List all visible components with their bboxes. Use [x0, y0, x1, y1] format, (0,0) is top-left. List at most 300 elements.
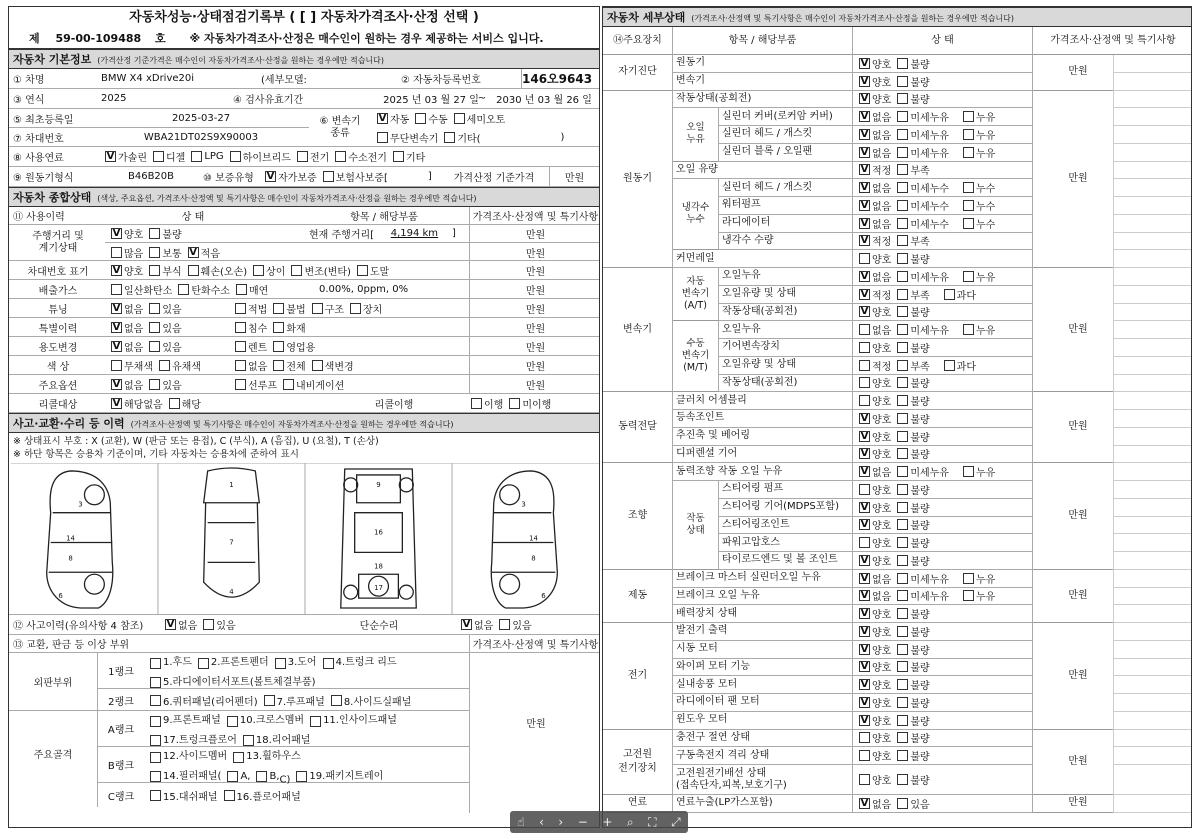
label-9: 9 [376, 480, 381, 489]
cell [319, 280, 469, 298]
detail-note-cell-27 [1113, 534, 1192, 552]
fuel-6-checkbox[interactable] [393, 151, 404, 162]
mileage-bad-option [143, 226, 181, 241]
rank1-item-3-checkbox[interactable] [323, 658, 334, 669]
usage-sub-1-checkbox[interactable] [273, 341, 284, 352]
fit-icon[interactable]: ⛶ [648, 814, 657, 829]
usage-sub-1-label: 영업용 [286, 342, 316, 354]
gauge-many-option [105, 245, 143, 260]
detail-checkbox-3-1[interactable] [897, 111, 908, 122]
detail-checkbox-1-1[interactable] [897, 76, 908, 87]
tuning-1-label: 있음 [162, 304, 182, 316]
tuning-sub-3-label: 장치 [362, 304, 383, 316]
emission-2-checkbox[interactable] [236, 284, 247, 295]
detail-state-0 [853, 55, 1033, 73]
detail-opt-label-8-2: 누수 [975, 201, 996, 213]
vin-mark-4-checkbox[interactable] [291, 265, 302, 276]
usage-sub-0-label: 렌트 [248, 342, 268, 354]
search-icon[interactable]: ⌕ [626, 814, 634, 829]
detail-checkbox-22-1[interactable] [897, 448, 908, 459]
accident-history-label: ⑫ 사고이력(유의사항 4 참조) [13, 621, 144, 632]
detail-checkbox-2-1[interactable] [897, 93, 908, 104]
detail-opt-9-2 [957, 216, 995, 231]
detail-opt-4-2 [957, 127, 995, 142]
usage-1-checkbox[interactable] [149, 341, 160, 352]
detail-checkbox-10-0[interactable]: V [860, 235, 869, 247]
detail-checkbox-11-1[interactable] [897, 253, 908, 264]
detail-checkbox-7-0[interactable]: V [860, 182, 869, 194]
detail-opt-6-0 [853, 162, 891, 177]
detail-checkbox-38-0[interactable] [859, 732, 870, 743]
detail-checkbox-25-1[interactable] [897, 502, 908, 513]
warranty-self-checkbox[interactable]: V [266, 171, 275, 182]
detail-checkbox-29-0[interactable]: V [860, 572, 869, 584]
mileage-close: ] [452, 228, 456, 239]
fuel-label: ⑧ 사용연료 [13, 153, 64, 164]
label-7: 7 [229, 538, 234, 547]
detail-note-cell-28 [1113, 552, 1192, 570]
simple-none-checkbox[interactable]: V [462, 619, 471, 630]
detail-checkbox-34-0[interactable]: V [860, 661, 869, 673]
c-item-1-checkbox[interactable] [224, 790, 235, 801]
vin-mark-2-checkbox[interactable] [188, 265, 199, 276]
detail-checkbox-13-0[interactable]: V [860, 288, 869, 300]
chevron-right-icon[interactable]: › [558, 815, 564, 829]
detail-item-7: 실린더 헤드 / 개스킷 [719, 179, 853, 197]
doc-title: 자동차성능·상태점검기록부 ( [ ] 자동차가격조사·산정 선택 ) [129, 10, 479, 25]
warranty-ins-checkbox[interactable] [323, 171, 334, 182]
detail-checkbox-7-1[interactable] [897, 182, 908, 193]
detail-state-25 [853, 499, 1033, 517]
detail-note-cell-37 [1113, 712, 1192, 730]
accident-none-checkbox[interactable]: V [166, 619, 175, 630]
detail-opt-label-6-1: 부족 [910, 166, 930, 178]
fuel-2-checkbox[interactable] [191, 151, 202, 162]
detail-opt-label-10-1: 부족 [910, 237, 930, 249]
detail-checkbox-35-1[interactable] [897, 679, 908, 690]
detail-checkbox-5-1[interactable] [897, 147, 908, 158]
usage-0-option [105, 339, 143, 354]
detail-checkbox-8-2[interactable] [963, 200, 974, 211]
detail-state-26 [853, 517, 1033, 535]
detail-checkbox-27-1[interactable] [897, 537, 908, 548]
detail-checkbox-17-2[interactable] [944, 360, 955, 371]
detail-checkbox-28-1[interactable] [897, 555, 908, 566]
detail-checkbox-31-0[interactable]: V [860, 608, 869, 620]
detail-checkbox-25-0[interactable]: V [860, 501, 869, 513]
detail-note-cell-22 [1113, 446, 1192, 464]
b-item-1-checkbox[interactable] [233, 752, 244, 763]
left-side-lines [49, 513, 113, 573]
detail-checkbox-40-0[interactable] [859, 774, 870, 785]
right-wheel-rear [500, 574, 520, 594]
gauge-many-label: 많음 [124, 248, 144, 260]
tuning-sub-0-checkbox[interactable] [235, 303, 246, 314]
state-header: 상 태 [181, 212, 205, 223]
detail-opt-1-1 [891, 74, 929, 89]
accident-title: 사고·교환·수리 등 이력 [13, 417, 125, 430]
group-won-8: 만원 [1033, 795, 1192, 813]
detail-opt-label-37-0: 양호 [872, 716, 892, 728]
warranty-close: ] [427, 171, 432, 182]
fuel-opts [99, 147, 599, 166]
cell [383, 89, 479, 108]
mileage-bad-label: 불량 [162, 230, 182, 241]
group-won-0: 만원 [1033, 55, 1192, 91]
fullscreen-icon[interactable]: ⤢ [671, 814, 681, 829]
detail-checkbox-23-0[interactable]: V [860, 466, 869, 478]
a-item-0-checkbox[interactable] [150, 716, 161, 727]
recall-notdone-checkbox[interactable] [509, 398, 520, 409]
year-label: ③ 연식 [13, 95, 45, 106]
rank1-item-3-label: 4.트렁크 리드 [335, 657, 397, 668]
rank2-item-1-label: 7.루프패널 [276, 696, 325, 708]
detail-opt-18-0 [853, 375, 891, 390]
detail-checkbox-4-2[interactable] [963, 129, 974, 140]
detail-opt-label-30-2: 누유 [975, 592, 996, 604]
rank2-item-0-checkbox[interactable] [150, 695, 161, 706]
detail-opt-label-13-2: 과다 [956, 290, 976, 302]
emission-1-checkbox[interactable] [178, 284, 189, 295]
emission-0-checkbox[interactable] [111, 284, 122, 295]
rank2-item-1-checkbox[interactable] [264, 695, 275, 706]
detail-checkbox-9-2[interactable] [963, 218, 974, 229]
detail-checkbox-34-1[interactable] [897, 661, 908, 672]
tuning-1-checkbox[interactable] [149, 303, 160, 314]
detail-checkbox-26-1[interactable] [897, 519, 908, 530]
detail-checkbox-32-0[interactable]: V [860, 625, 869, 637]
detail-checkbox-2-0[interactable]: V [860, 93, 869, 105]
trans-auto-checkbox[interactable]: V [378, 113, 387, 124]
detail-checkbox-36-1[interactable] [897, 697, 908, 708]
detail-opt-3-1 [891, 109, 949, 124]
detail-item-35: 실내송풍 모터 [673, 676, 853, 694]
special-0-label: 없음 [124, 323, 144, 335]
detail-checkbox-5-2[interactable] [963, 147, 974, 158]
detail-checkbox-26-0[interactable]: V [860, 519, 869, 531]
vin-mark-0-checkbox[interactable]: V [112, 264, 121, 276]
recall-yes-checkbox[interactable] [169, 398, 180, 409]
rank1-item-2-checkbox[interactable] [275, 658, 286, 669]
current-mileage-value: 4,194 km [390, 228, 439, 239]
detail-checkbox-33-1[interactable] [897, 644, 908, 655]
detail-state-41 [853, 795, 1033, 813]
recall-done-opts [465, 394, 600, 412]
tuning-sub-3-checkbox[interactable] [350, 303, 361, 314]
rank1-item-4-checkbox[interactable] [150, 677, 161, 688]
options-opts [105, 375, 235, 393]
a-item-2-checkbox[interactable] [310, 716, 321, 727]
rank1-item-1-checkbox[interactable] [198, 658, 209, 669]
fuel-6-option [387, 149, 425, 164]
subgroup-1: 냉각수 누수 [673, 179, 719, 250]
detail-checkbox-18-0[interactable] [859, 377, 870, 388]
detail-checkbox-39-0[interactable] [859, 750, 870, 761]
usage-0-checkbox[interactable]: V [112, 340, 121, 352]
detail-checkbox-12-2[interactable] [963, 271, 974, 282]
accident-yes-checkbox[interactable] [203, 619, 214, 630]
basic-row-3-4 [9, 109, 599, 147]
tuning-0-label: 없음 [124, 304, 144, 316]
cell [469, 299, 600, 317]
special-0-checkbox[interactable]: V [112, 321, 121, 333]
tuning-sub-1-option [267, 301, 305, 316]
detail-opt-label-7-2: 누수 [975, 184, 996, 196]
detail-checkbox-0-0[interactable]: V [860, 57, 869, 69]
detail-checkbox-12-1[interactable] [897, 271, 908, 282]
fuel-4-checkbox[interactable] [297, 151, 308, 162]
detail-opt-34-0 [853, 659, 891, 674]
trans-manual-checkbox[interactable] [415, 113, 426, 124]
status-label-4: 튜닝 [48, 304, 68, 316]
usage-sub-0-checkbox[interactable] [235, 341, 246, 352]
gauge-few-checkbox[interactable]: V [189, 246, 198, 258]
detail-checkbox-37-1[interactable] [897, 715, 908, 726]
accident-none-label: 없음 [178, 621, 198, 632]
detail-checkbox-36-0[interactable]: V [860, 696, 869, 708]
detail-checkbox-19-1[interactable] [897, 395, 908, 406]
a-item-1-checkbox[interactable] [227, 716, 238, 727]
detail-checkbox-37-0[interactable]: V [860, 714, 869, 726]
special-sub-0-checkbox[interactable] [235, 322, 246, 333]
detail-checkbox-21-0[interactable]: V [860, 430, 869, 442]
detail-checkbox-11-0[interactable] [859, 253, 870, 264]
group-won-6: 만원 [1033, 623, 1192, 730]
detail-checkbox-9-0[interactable]: V [860, 217, 869, 229]
detail-opt-6-1 [891, 162, 929, 177]
color-0-checkbox[interactable] [111, 360, 122, 371]
detail-checkbox-21-1[interactable] [897, 431, 908, 442]
a-item-3-checkbox[interactable] [150, 735, 161, 746]
detail-checkbox-33-0[interactable]: V [860, 643, 869, 655]
detail-checkbox-39-1[interactable] [897, 750, 908, 761]
detail-checkbox-32-1[interactable] [897, 626, 908, 637]
options-sub-1-checkbox[interactable] [283, 379, 294, 390]
c-item-0-checkbox[interactable] [150, 790, 161, 801]
detail-opt-33-1 [891, 642, 929, 657]
mileage-bad-checkbox[interactable] [149, 228, 160, 239]
detail-opt-label-0-0: 양호 [872, 59, 892, 71]
special-1-checkbox[interactable] [149, 322, 160, 333]
detail-item-27: 파워고압호스 [719, 534, 853, 552]
special-sub-1-checkbox[interactable] [273, 322, 284, 333]
trans-semi-label: 세미오토 [466, 115, 506, 126]
label-6a: 6 [58, 592, 63, 601]
detail-opt-label-13-1: 부족 [910, 290, 930, 302]
b-item-0-checkbox[interactable] [150, 752, 161, 763]
color-sub-0-option [229, 358, 267, 373]
gauge-many-checkbox[interactable] [111, 247, 122, 258]
trans-other-option [438, 130, 480, 145]
chevron-left-icon[interactable]: ‹ [539, 815, 544, 829]
detail-checkbox-30-2[interactable] [963, 590, 974, 601]
fuel-1-checkbox[interactable] [153, 151, 164, 162]
a-item-4-checkbox[interactable] [243, 735, 254, 746]
detail-checkbox-8-0[interactable]: V [860, 199, 869, 211]
detail-opt-23-0 [853, 464, 891, 479]
detail-checkbox-31-1[interactable] [897, 608, 908, 619]
zoom-in-icon[interactable]: + [602, 815, 613, 829]
tuning-sub-2-checkbox[interactable] [312, 303, 323, 314]
detail-opt-39-1 [891, 748, 929, 763]
cell [299, 207, 469, 224]
detail-checkbox-6-1[interactable] [897, 164, 908, 175]
mileage-good-checkbox[interactable]: V [112, 228, 121, 239]
b-item-4-checkbox[interactable] [256, 771, 267, 782]
b-item-3-checkbox[interactable] [227, 771, 238, 782]
trans-manual-option [409, 111, 447, 126]
usage-1-option [143, 339, 181, 354]
fuel-0-checkbox[interactable]: V [106, 151, 115, 162]
detail-opt-label-8-1: 미세누수 [910, 201, 949, 213]
detail-checkbox-4-0[interactable]: V [860, 128, 869, 140]
gauge-normal-checkbox[interactable] [149, 247, 160, 258]
detail-checkbox-15-0[interactable] [859, 324, 870, 335]
tuning-0-checkbox[interactable]: V [112, 302, 121, 314]
rank2-item-2-checkbox[interactable] [331, 695, 342, 706]
a-item-1-label: 10.크로스멤버 [239, 715, 305, 726]
detail-checkbox-15-2[interactable] [963, 324, 974, 335]
detail-checkbox-10-1[interactable] [897, 235, 908, 246]
detail-checkbox-20-1[interactable] [897, 413, 908, 424]
detail-checkbox-30-1[interactable] [897, 590, 908, 601]
hand-icon[interactable]: ☝ [517, 815, 525, 829]
trans-auto-label: 자동 [390, 115, 410, 126]
detail-opt-5-2 [957, 145, 995, 160]
vin-mark-1-checkbox[interactable] [149, 265, 160, 276]
detail-checkbox-29-1[interactable] [897, 573, 908, 584]
detail-checkbox-4-1[interactable] [897, 129, 908, 140]
status-label-7: 색 상 [46, 361, 70, 373]
detail-checkbox-41-1[interactable] [897, 798, 908, 809]
options-1-checkbox[interactable] [149, 379, 160, 390]
detail-checkbox-5-0[interactable]: V [860, 146, 869, 158]
detail-checkbox-7-2[interactable] [963, 182, 974, 193]
detail-opt-41-0 [853, 796, 891, 811]
color-sub-1-checkbox[interactable] [273, 360, 284, 371]
label-6b: 6 [541, 592, 546, 601]
mileage-label-1: 주행거리 및 [32, 230, 84, 242]
group-won-3: 만원 [1033, 392, 1192, 463]
color-sub-0-checkbox[interactable] [235, 360, 246, 371]
recall-done-checkbox[interactable] [471, 398, 482, 409]
vin-mark-5-checkbox[interactable] [357, 265, 368, 276]
detail-checkbox-19-0[interactable] [859, 395, 870, 406]
detail-checkbox-28-0[interactable]: V [860, 554, 869, 566]
detail-checkbox-18-1[interactable] [897, 377, 908, 388]
fuel-5-checkbox[interactable] [335, 151, 346, 162]
detail-checkbox-8-1[interactable] [897, 200, 908, 211]
detail-opt-5-0 [853, 145, 891, 160]
options-0-option [105, 377, 143, 392]
detail-item-16: 기어변속장치 [719, 339, 853, 357]
recall-none-checkbox[interactable]: V [112, 397, 121, 409]
detail-checkbox-30-0[interactable]: V [860, 590, 869, 602]
b-item-2-checkbox[interactable] [150, 771, 161, 782]
trans-cvt-checkbox[interactable] [377, 132, 388, 143]
b-item-2-label: 14.필러패널( [163, 770, 222, 782]
detail-checkbox-23-2[interactable] [963, 466, 974, 477]
color-1-checkbox[interactable] [159, 360, 170, 371]
trans-opts-2 [371, 128, 564, 147]
detail-checkbox-38-1[interactable] [897, 732, 908, 743]
color-sub-2-checkbox[interactable] [312, 360, 323, 371]
label-14b: 14 [529, 534, 538, 543]
detail-opt-label-2-0: 양호 [872, 95, 892, 107]
detail-checkbox-24-1[interactable] [897, 484, 908, 495]
status-won-0: 만원 [525, 230, 546, 241]
detail-note-cell-5 [1113, 144, 1192, 162]
detail-checkbox-22-0[interactable]: V [860, 448, 869, 460]
cell [101, 69, 261, 88]
detail-checkbox-35-0[interactable]: V [860, 679, 869, 691]
cell [401, 69, 521, 88]
detail-checkbox-24-0[interactable] [859, 484, 870, 495]
detail-checkbox-29-2[interactable] [963, 573, 974, 584]
detail-checkbox-40-1[interactable] [897, 774, 908, 785]
options-0-checkbox[interactable]: V [112, 378, 121, 390]
recall-none-option [105, 396, 163, 411]
detail-checkbox-27-0[interactable] [859, 537, 870, 548]
detail-item-8: 워터펌프 [719, 197, 853, 215]
detail-checkbox-41-0[interactable]: V [860, 797, 869, 809]
fuel-3-checkbox[interactable] [230, 151, 241, 162]
trans-other-checkbox[interactable] [444, 132, 455, 143]
detail-opt-11-1 [891, 251, 929, 266]
detail-checkbox-17-0[interactable] [859, 360, 870, 371]
vin-mark-3-checkbox[interactable] [253, 265, 264, 276]
detail-checkbox-16-0[interactable] [859, 342, 870, 353]
detail-checkbox-0-1[interactable] [897, 58, 908, 69]
detail-checkbox-3-2[interactable] [963, 111, 974, 122]
detail-checkbox-14-1[interactable] [897, 306, 908, 317]
detail-checkbox-9-1[interactable] [897, 218, 908, 229]
simple-yes-checkbox[interactable] [499, 619, 510, 630]
detail-item-14: 작동상태(공회전) [719, 304, 853, 322]
detail-checkbox-14-0[interactable]: V [860, 306, 869, 318]
rank1-item-2-label: 3.도어 [287, 657, 317, 668]
zoom-out-icon[interactable]: − [577, 815, 588, 829]
trans-semi-checkbox[interactable] [454, 113, 465, 124]
detail-checkbox-13-2[interactable] [944, 289, 955, 300]
options-sub-0-checkbox[interactable] [235, 379, 246, 390]
detail-checkbox-17-1[interactable] [897, 360, 908, 371]
outer-label: 외판부위 [33, 678, 73, 689]
detail-checkbox-3-0[interactable]: V [860, 111, 869, 123]
detail-checkbox-13-1[interactable] [897, 289, 908, 300]
rank1-item-0-checkbox[interactable] [150, 658, 161, 669]
detail-checkbox-16-1[interactable] [897, 342, 908, 353]
group-won-4: 만원 [1033, 463, 1192, 570]
under-wheel-fr [399, 478, 413, 492]
detail-checkbox-20-0[interactable]: V [860, 412, 869, 424]
c-item-1-label: 16.플로어패널 [236, 791, 301, 803]
detail-checkbox-15-1[interactable] [897, 324, 908, 335]
detail-checkbox-23-1[interactable] [897, 466, 908, 477]
b-item-6-checkbox[interactable] [296, 771, 307, 782]
detail-opt-23-2 [957, 464, 995, 479]
detail-opt-label-32-0: 양호 [872, 627, 892, 639]
detail-opt-10-0 [853, 233, 891, 248]
detail-checkbox-1-0[interactable]: V [860, 75, 869, 87]
detail-state-10 [853, 233, 1033, 251]
tuning-sub-1-checkbox[interactable] [273, 303, 284, 314]
detail-checkbox-12-0[interactable]: V [860, 270, 869, 282]
detail-opt-7-2 [957, 180, 995, 195]
cell [13, 128, 103, 147]
warranty-ins-label: 보험사보증[ [335, 173, 388, 184]
detail-checkbox-6-0[interactable]: V [860, 164, 869, 176]
